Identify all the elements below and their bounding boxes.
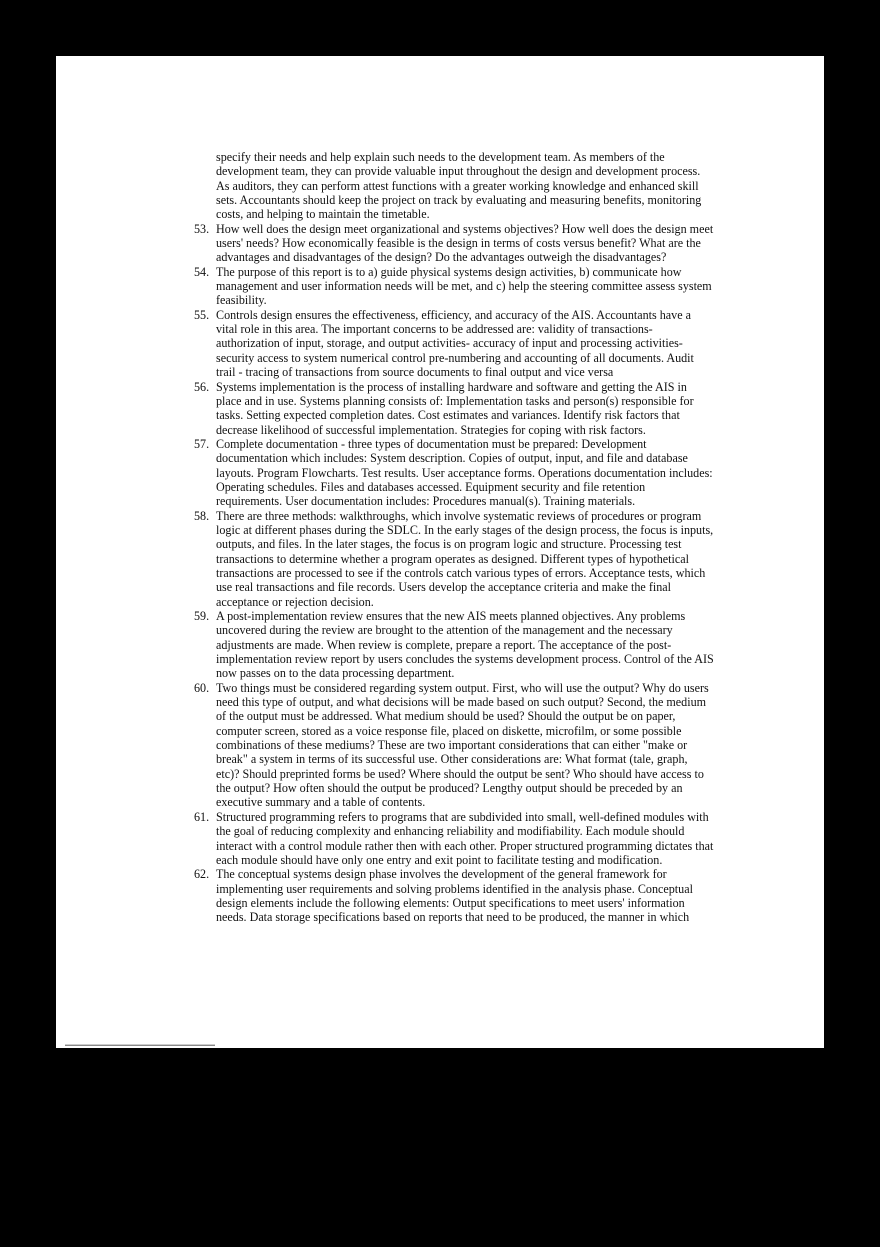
- list-item: [194, 681, 714, 810]
- item-number: 53.: [194, 221, 210, 236]
- list-item: [194, 308, 714, 380]
- item-number: 57.: [194, 436, 210, 451]
- item-text: The purpose of this report is to a) guide physical systems design activities, b) communicate how management and user information needs will be met, and c) help the steering committee assess system feasibility.: [216, 264, 712, 308]
- list-item: [194, 810, 714, 867]
- item-text: There are three methods: walkthroughs, which involve systematic reviews of procedures or program logic at different phases during the SDLC. In the early stages of the design process, the focus is inputs, outputs, and files. In the later stages, the focus is on program logic and structure. Processing test transactions to determine whether a program operates as designed. Different types of hypothetical transactions are processed to see if the controls catch various types of errors. Acceptance tests, which use real transactions and file records. Users develop the acceptance criteria and make the final acceptance or rejection decision.: [216, 508, 714, 609]
- item-number: 61.: [194, 809, 210, 824]
- list-item: [194, 265, 714, 308]
- item-text: Controls design ensures the effectiveness, efficiency, and accuracy of the AIS. Accountants have a vital role in this area. The important concerns to be addressed are: validity of transactions- authorization of input, storage, and output activities- accuracy of input and processing activities- security access to system numerical control pre-numbering and accounting of all documents. Audit trail - tracing of transactions from source documents to final output and vice versa: [216, 307, 694, 380]
- item-text: A post-implementation review ensures that the new AIS meets planned objectives. Any problems uncovered during the review are brought to the attention of the management and the necessary adjustments are made. When review is complete, prepare a report. The acceptance of the post-implementation review report by users concludes the systems development process. Control of the AIS now passes on to the data processing department.: [216, 609, 714, 681]
- list-item: [194, 222, 714, 265]
- item-text: Complete documentation - three types of documentation must be prepared: Development documentation which includes: System description. Copies of output, input, and file and database layouts. Program Flowcharts. Test results. User acceptance forms. Operations documentation includes: Operating schedules. Files and databases accessed. Equipment security and file retention requirements. User documentation includes: Procedures manual(s). Training materials.: [216, 436, 713, 509]
- item-text: Systems implementation is the process of installing hardware and software and getting the AIS in place and in use. Systems planning consists of: Implementation tasks and person(s) responsible for tasks. Setting expected completion dates. Cost estimates and variances. Identify risk factors that decrease likelihood of successful implementation. Strategies for coping with risk factors.: [216, 379, 694, 437]
- item-number: 55.: [194, 307, 210, 322]
- item-text: The conceptual systems design phase involves the development of the general framework for implementing user requirements and solving problems identified in the analysis phase. Conceptual design elements include the following elements: Output specifications to meet users' information needs. Data storage specifications based on reports that need to be produced, the manner in which: [216, 867, 693, 925]
- footnote-separator: [65, 1044, 215, 1046]
- document-page: [56, 56, 824, 1048]
- list-item: [194, 509, 714, 609]
- list-item: [194, 380, 714, 437]
- list-item: [194, 437, 714, 509]
- item-number: 54.: [194, 264, 210, 279]
- page-content: [194, 150, 714, 925]
- item-number: 59.: [194, 609, 210, 623]
- item-number: 58.: [194, 508, 210, 523]
- list-item: [194, 609, 714, 681]
- item-number: 62.: [194, 867, 210, 882]
- item-text: How well does the design meet organizational and systems objectives? How well does the design meet users' needs? How economically feasible is the design in terms of costs versus benefit? What are the advantages and disadvantages of the design? Do the advantages outweigh the disadvantages?: [216, 221, 714, 265]
- paragraph-text: specify their needs and help explain such needs to the development team. As members of the development team, they can provide valuable input throughout the design and development process. As auditors, they can perform attest functions with a greater working knowledge and enhanced skill sets. Accountants should keep the project on track by evaluating and measuring benefits, monitoring costs, and helping to maintain the timetable.: [216, 150, 702, 222]
- item-text: Two things must be considered regarding system output. First, who will use the output? Why do users need this type of output, and what decisions will be made based on such output? Second, the medium of the output must be addressed. What medium should be used? Should the output be on paper, computer screen, stored as a voice response file, placed on diskette, microfilm, or some possible combinations of these mediums? These are two important considerations that can either "make or break" a system in terms of its successful use. Other considerations are: What format (tale, graph, etc)? Should preprinted forms be used? Where should the output be sent? Who should have access to the output? How often should the output be produced? Lengthy output should be preceded by an executive summary and a table of contents.: [216, 680, 709, 810]
- item-number: 56.: [194, 379, 210, 394]
- list-item: [194, 867, 714, 924]
- item-number: 60.: [194, 680, 210, 695]
- item-text: Structured programming refers to programs that are subdivided into small, well-defined modules with the goal of reducing complexity and enhancing reliability and modifiability. Each module should interact with a control module rather then with each other. Proper structured programming dictates that each module should have only one entry and exit point to facilitate testing and modification.: [216, 809, 714, 867]
- continued-paragraph: [194, 150, 714, 222]
